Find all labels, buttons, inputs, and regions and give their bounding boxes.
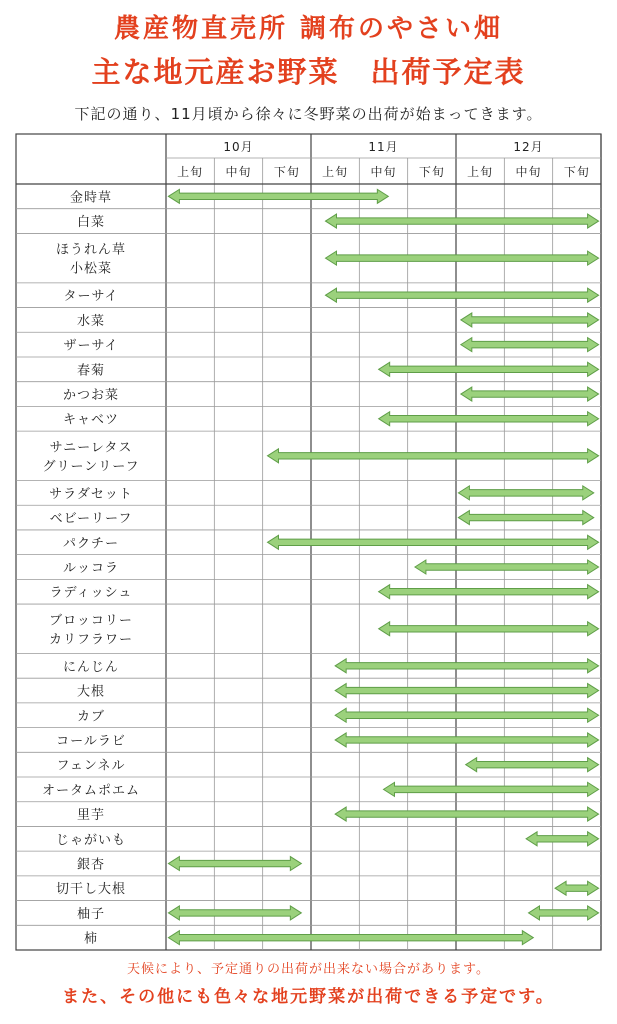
page-title: 農産物直売所 調布のやさい畑 [113,14,504,44]
shipping-period-arrow [268,449,599,463]
arrow-shape [526,832,599,846]
vegetable-name: ルッコラ [62,561,120,576]
shipping-period-arrow [415,560,599,574]
arrow-shape [168,189,388,203]
month-label: 10月 [223,140,254,154]
period-label: 下旬 [273,165,300,179]
intro-text-lead: 下記の通り、 [74,105,171,123]
shipping-period-arrow [461,313,599,327]
vegetable-name: 大根 [76,684,106,700]
shipping-period-arrow [555,881,599,895]
vegetable-name: サラダセット [49,486,133,502]
vegetable-name: カリフラワー [48,632,134,648]
shipping-period-arrow [335,684,598,698]
vegetable-name: カブ [76,709,106,725]
arrow-shape [379,362,599,376]
vegetable-name: ザーサイ [63,338,119,354]
shipping-period-arrow [384,782,599,796]
shipping-period-arrow [168,189,388,203]
vegetable-name: 小松菜 [69,261,113,277]
arrow-shape [335,684,598,698]
shipping-period-arrow [326,288,599,302]
arrow-shape [335,659,598,673]
arrow-shape [379,585,599,599]
arrow-shape [268,535,599,549]
month-label: 12月 [513,140,544,154]
shipping-period-arrow [335,733,598,747]
arrow-shape [458,486,593,500]
vegetable-name: フェンネル [56,758,126,774]
vegetable-name: オータムポエム [41,783,141,799]
shipping-period-arrow [168,857,301,871]
arrow-shape [379,622,599,636]
vegetable-name: 春菊 [76,363,106,379]
arrow-shape [384,782,599,796]
shipping-period-arrow [335,807,598,821]
intro-highlight-text: 11月頃から徐々に冬野菜の出荷が始まってきます。 [170,105,543,123]
shipping-period-arrow [326,251,599,265]
arrow-shape [461,387,599,401]
shipping-period-arrow [335,708,598,722]
arrow-shape [326,288,599,302]
shipping-period-arrow [379,585,599,599]
closing-highlight-text: その他にも色々な地元野菜が出荷できる予定です。 [119,987,555,1007]
arrow-shape [335,708,598,722]
vegetable-name: 切干し大根 [55,882,127,898]
shipping-period-arrow [458,486,593,500]
arrow-shape [326,251,599,265]
arrow-shape [335,807,598,821]
vegetable-name: 白菜 [76,215,106,231]
period-label: 下旬 [418,165,445,179]
vegetable-name: パクチー [62,536,120,552]
vegetable-name: ターサイ [63,289,119,305]
vegetable-name: 柚子 [76,906,106,922]
weather-note: 天候により、予定通りの出荷が出来ない場合があります。 [127,962,490,977]
shipping-period-arrow [168,931,533,945]
shipping-period-arrow [461,387,599,401]
month-label: 11月 [368,140,399,154]
vegetable-name: 銀杏 [76,857,106,873]
closing-note-highlight [119,982,555,1007]
period-label: 下旬 [563,165,590,179]
shipping-period-arrow [526,832,599,846]
vegetable-name: キャベツ [62,412,120,428]
vegetable-name: じゃがいも [55,832,127,848]
vegetable-name: ラディッシュ [49,585,133,601]
vegetable-name: 金時草 [69,190,113,206]
vegetable-name: サニーレタス [49,440,133,456]
vegetable-name: ほうれん草 [55,242,127,258]
period-label: 中旬 [225,165,252,179]
arrow-shape [379,412,599,426]
vegetable-name: ベビーリーフ [49,511,133,527]
vegetable-name: 水菜 [76,313,106,329]
period-label: 中旬 [515,165,542,179]
period-label: 上旬 [177,165,204,179]
shipping-period-arrow [466,758,599,772]
arrow-shape [168,906,301,920]
closing-note [0,982,617,1007]
vegetable-name: 柿 [83,931,99,947]
arrow-shape [168,931,533,945]
period-label: 上旬 [467,165,494,179]
shipping-period-arrow [379,622,599,636]
arrow-shape [326,214,599,228]
schedule-title-text: 主な地元産お野菜 出荷予定表 [91,55,526,89]
arrow-shape [529,906,599,920]
period-label: 上旬 [322,165,349,179]
arrow-shape [415,560,599,574]
arrow-shape [466,758,599,772]
arrow-shape [461,313,599,327]
period-label: 中旬 [370,165,397,179]
vegetable-name: かつお菜 [62,388,120,404]
arrow-shape [458,511,593,525]
shipping-period-arrow [529,906,599,920]
shipping-period-arrow [379,412,599,426]
shipping-period-arrow [268,535,599,549]
arrow-shape [335,733,598,747]
vegetable-name: にんじん [62,659,120,675]
arrow-shape [168,857,301,871]
shipping-period-arrow [379,362,599,376]
arrow-shape [555,881,599,895]
closing-note-lead: また、 [62,987,120,1007]
shipping-period-arrow [458,511,593,525]
shipping-period-arrow [168,906,301,920]
arrow-shape [461,338,599,352]
vegetable-name: 里芋 [76,808,106,824]
vegetable-name: コールラビ [56,733,126,749]
shipping-period-arrow [335,659,598,673]
vegetable-name: ブロッコリー [49,613,133,629]
arrow-shape [268,449,599,463]
vegetable-name: グリーンリーフ [42,459,140,475]
shipping-period-arrow [326,214,599,228]
shipping-period-arrow [461,338,599,352]
